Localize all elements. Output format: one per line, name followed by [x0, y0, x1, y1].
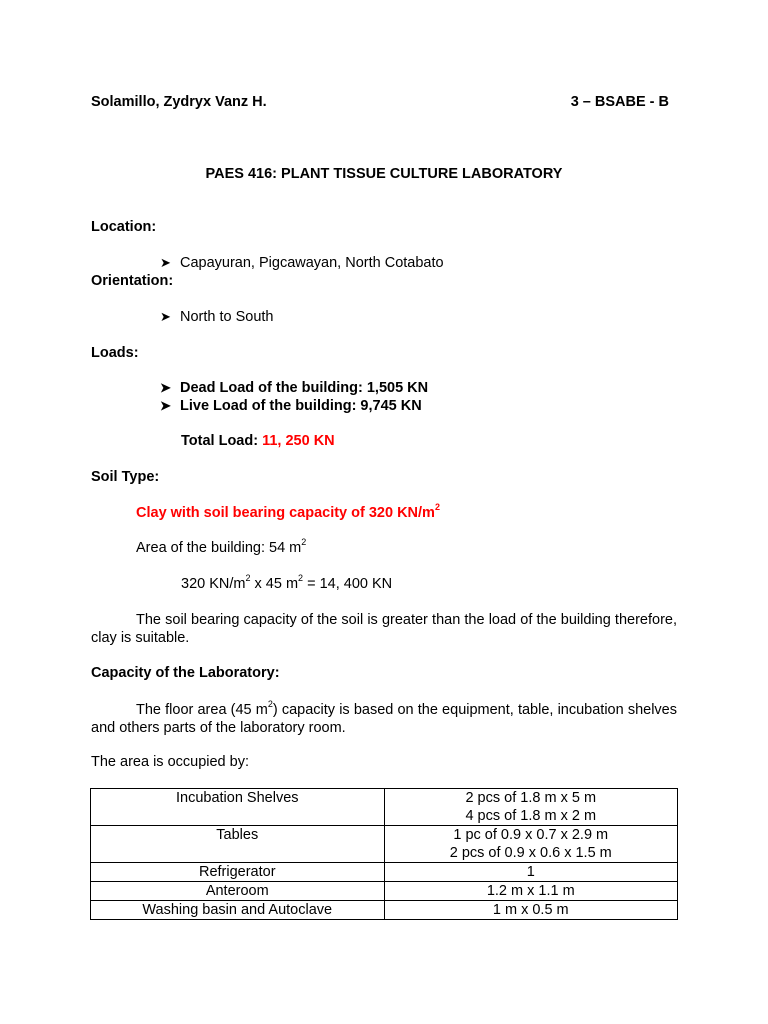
table-cell-item — [91, 882, 385, 901]
occupied-intro: The area is occupied by: — [91, 754, 249, 770]
calc-part-3: = 14, 400 KN — [303, 576, 393, 592]
table-cell-item — [91, 863, 385, 882]
student-name: Solamillo, Zydryx Vanz H. — [91, 94, 267, 110]
bearing-calculation — [181, 573, 393, 592]
calc-sup-1: 2 — [245, 573, 251, 584]
table-cell-item — [91, 826, 385, 863]
location-heading: Location: — [91, 219, 157, 235]
total-load-label: Total Load: — [181, 433, 263, 449]
calc-part-2: x 45 m — [250, 576, 299, 592]
table-row — [91, 863, 678, 882]
location-value: Capayuran, Pigcawayan, North Cotabato — [180, 255, 444, 271]
capacity-sup: 2 — [267, 699, 273, 710]
building-area — [136, 537, 307, 556]
table-row — [91, 882, 678, 901]
capacity-part-1: The floor area (45 m — [136, 702, 268, 718]
arrowhead-bullet-icon: ➤ — [160, 309, 171, 324]
page-title: PAES 416: PLANT TISSUE CULTURE LABORATORY — [205, 166, 563, 182]
area-text: Area of the building: 54 m — [136, 540, 302, 556]
table-cell-spec — [384, 826, 678, 863]
orientation-item — [160, 309, 274, 325]
clay-bearing-capacity — [136, 502, 440, 521]
item-name: Washing basin and Autoclave — [142, 902, 333, 918]
item-name: Refrigerator — [198, 864, 276, 880]
total-load — [181, 433, 335, 449]
table-cell-item — [91, 901, 385, 920]
spec-line: 4 pcs of 1.8 m x 2 m — [465, 808, 597, 824]
table-row — [91, 826, 678, 863]
spec-line: 1.2 m x 1.1 m — [486, 883, 575, 899]
spec-line: 2 pcs of 0.9 x 0.6 x 1.5 m — [449, 845, 612, 861]
spec-line: 1 m x 0.5 m — [492, 902, 569, 918]
table-row — [91, 901, 678, 920]
orientation-value: North to South — [180, 309, 274, 325]
live-load-text: Live Load of the building: 9,745 KN — [180, 398, 422, 414]
clay-sup: 2 — [434, 502, 440, 513]
table-row — [91, 789, 678, 826]
item-name: Anteroom — [205, 883, 269, 899]
loads-heading: Loads: — [91, 345, 139, 361]
calc-part-1: 320 KN/m — [181, 576, 246, 592]
table-cell-spec — [384, 789, 678, 826]
dead-load-item — [160, 380, 428, 396]
table-cell-item — [91, 789, 385, 826]
item-name: Tables — [216, 827, 259, 843]
capacity-paragraph — [91, 701, 677, 737]
arrowhead-bullet-icon: ➤ — [160, 255, 171, 270]
section-label: 3 – BSABE - B — [570, 94, 669, 110]
table-cell-spec — [384, 863, 678, 882]
clay-text: Clay with soil bearing capacity of 320 KN/m — [136, 505, 435, 521]
spec-line: 2 pcs of 1.8 m x 5 m — [465, 790, 597, 806]
calc-sup-2: 2 — [298, 573, 304, 584]
soil-conclusion: The soil bearing capacity of the soil is greater than the load of the building therefore, clay is suitable. — [91, 612, 677, 646]
table-cell-spec — [384, 901, 678, 920]
spec-line: 1 — [526, 864, 535, 880]
occupancy-table — [90, 788, 678, 920]
soil-type-heading: Soil Type: — [91, 469, 160, 485]
dead-load-text: Dead Load of the building: 1,505 KN — [180, 380, 429, 396]
area-sup: 2 — [301, 537, 307, 548]
item-name: Incubation Shelves — [175, 790, 299, 806]
capacity-heading: Capacity of the Laboratory: — [91, 665, 280, 681]
arrowhead-bullet-icon: ➤ — [160, 380, 171, 395]
location-item — [160, 255, 444, 271]
spec-line: 1 pc of 0.9 x 0.7 x 2.9 m — [453, 827, 609, 843]
total-load-value: 11, 250 KN — [262, 433, 335, 449]
arrowhead-bullet-icon: ➤ — [160, 398, 171, 413]
live-load-item — [160, 398, 422, 414]
capacity-part-2: ) capacity is based on the equipment, table, incubation shelves and others parts of the laboratory room. — [91, 702, 677, 736]
orientation-heading: Orientation: — [91, 273, 174, 289]
table-cell-spec — [384, 882, 678, 901]
